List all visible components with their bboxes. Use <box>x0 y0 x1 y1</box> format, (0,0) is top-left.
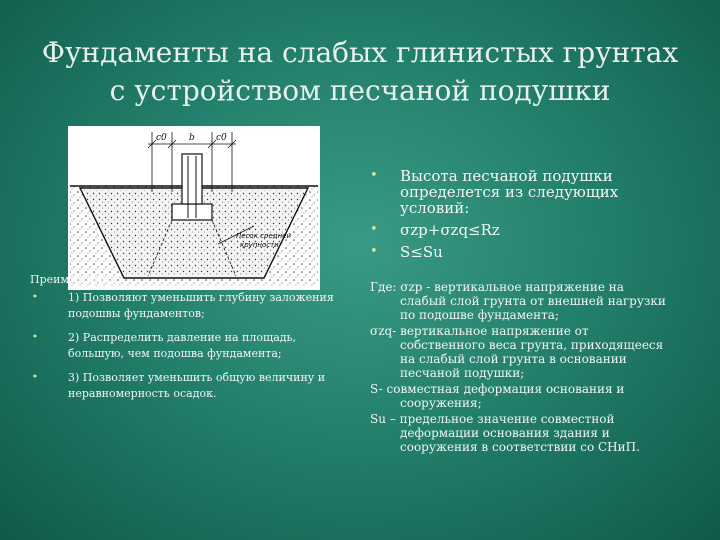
slide-title <box>0 34 720 110</box>
annotation-line-2: крупности <box>240 241 279 249</box>
label-c0-right: c0 <box>216 133 227 143</box>
footing <box>172 204 212 220</box>
condition-formula-settlement: S≤Su <box>400 243 443 261</box>
definition-item: S- совместная деформация основания и сооружения; <box>370 382 625 410</box>
column <box>182 154 202 204</box>
list-item <box>370 222 670 238</box>
list-item <box>34 290 334 322</box>
bullet-icon: • <box>370 222 378 237</box>
annotation-line-1: Песок средней <box>236 232 292 240</box>
conditions-list <box>370 168 670 260</box>
diagram-svg <box>68 126 320 290</box>
definition-item: σzq- вертикальное напряжение от собственного веса грунта, приходящееся на слабый слой грунта в основании песчаной подушки; <box>370 324 664 380</box>
label-b: b <box>189 133 195 143</box>
label-c0-left: c0 <box>156 133 167 143</box>
bullet-icon: • <box>370 244 378 259</box>
definitions-block <box>370 280 670 456</box>
advantage-text: 2) Распределить давление на площадь, большую, чем подошва фундамента; <box>68 331 297 360</box>
advantage-text: 1) Позволяют уменьшить глубину заложения подошвы фундаментов; <box>68 291 334 320</box>
bullet-icon: • <box>370 168 378 183</box>
bullet-icon: • <box>32 372 38 383</box>
title-line-2: с устройством песчаной подушки <box>109 74 611 107</box>
condition-text: Высота песчаной подушки определется из следующих условий: <box>400 167 619 217</box>
definition-item: Su – предельное значение совместной деформации основания здания и сооружения в соответствии со СНиП. <box>370 412 640 454</box>
advantage-text: 3) Позволяет уменьшить общую величину и неравномерность осадок. <box>68 371 326 400</box>
definition-item: Где: σzp - вертикальное напряжение на слабый слой грунта от внешней нагрузки по подошве фундамента; <box>370 280 666 322</box>
bullet-icon: • <box>32 332 38 343</box>
list-item <box>34 370 334 402</box>
advantages-list <box>34 290 334 402</box>
list-item <box>34 330 334 362</box>
conditions-block <box>370 168 670 266</box>
advantages-heading: Преимущества: <box>30 273 121 286</box>
title-line-1: Фундаменты на слабых глинистых грунтах <box>41 36 679 69</box>
list-item <box>370 244 670 260</box>
condition-formula-stress: σzp+σzq≤Rz <box>400 221 500 239</box>
advantages-block <box>30 272 334 410</box>
bullet-icon: • <box>32 292 38 303</box>
sand-cushion-diagram <box>68 126 320 290</box>
list-item <box>370 168 670 216</box>
